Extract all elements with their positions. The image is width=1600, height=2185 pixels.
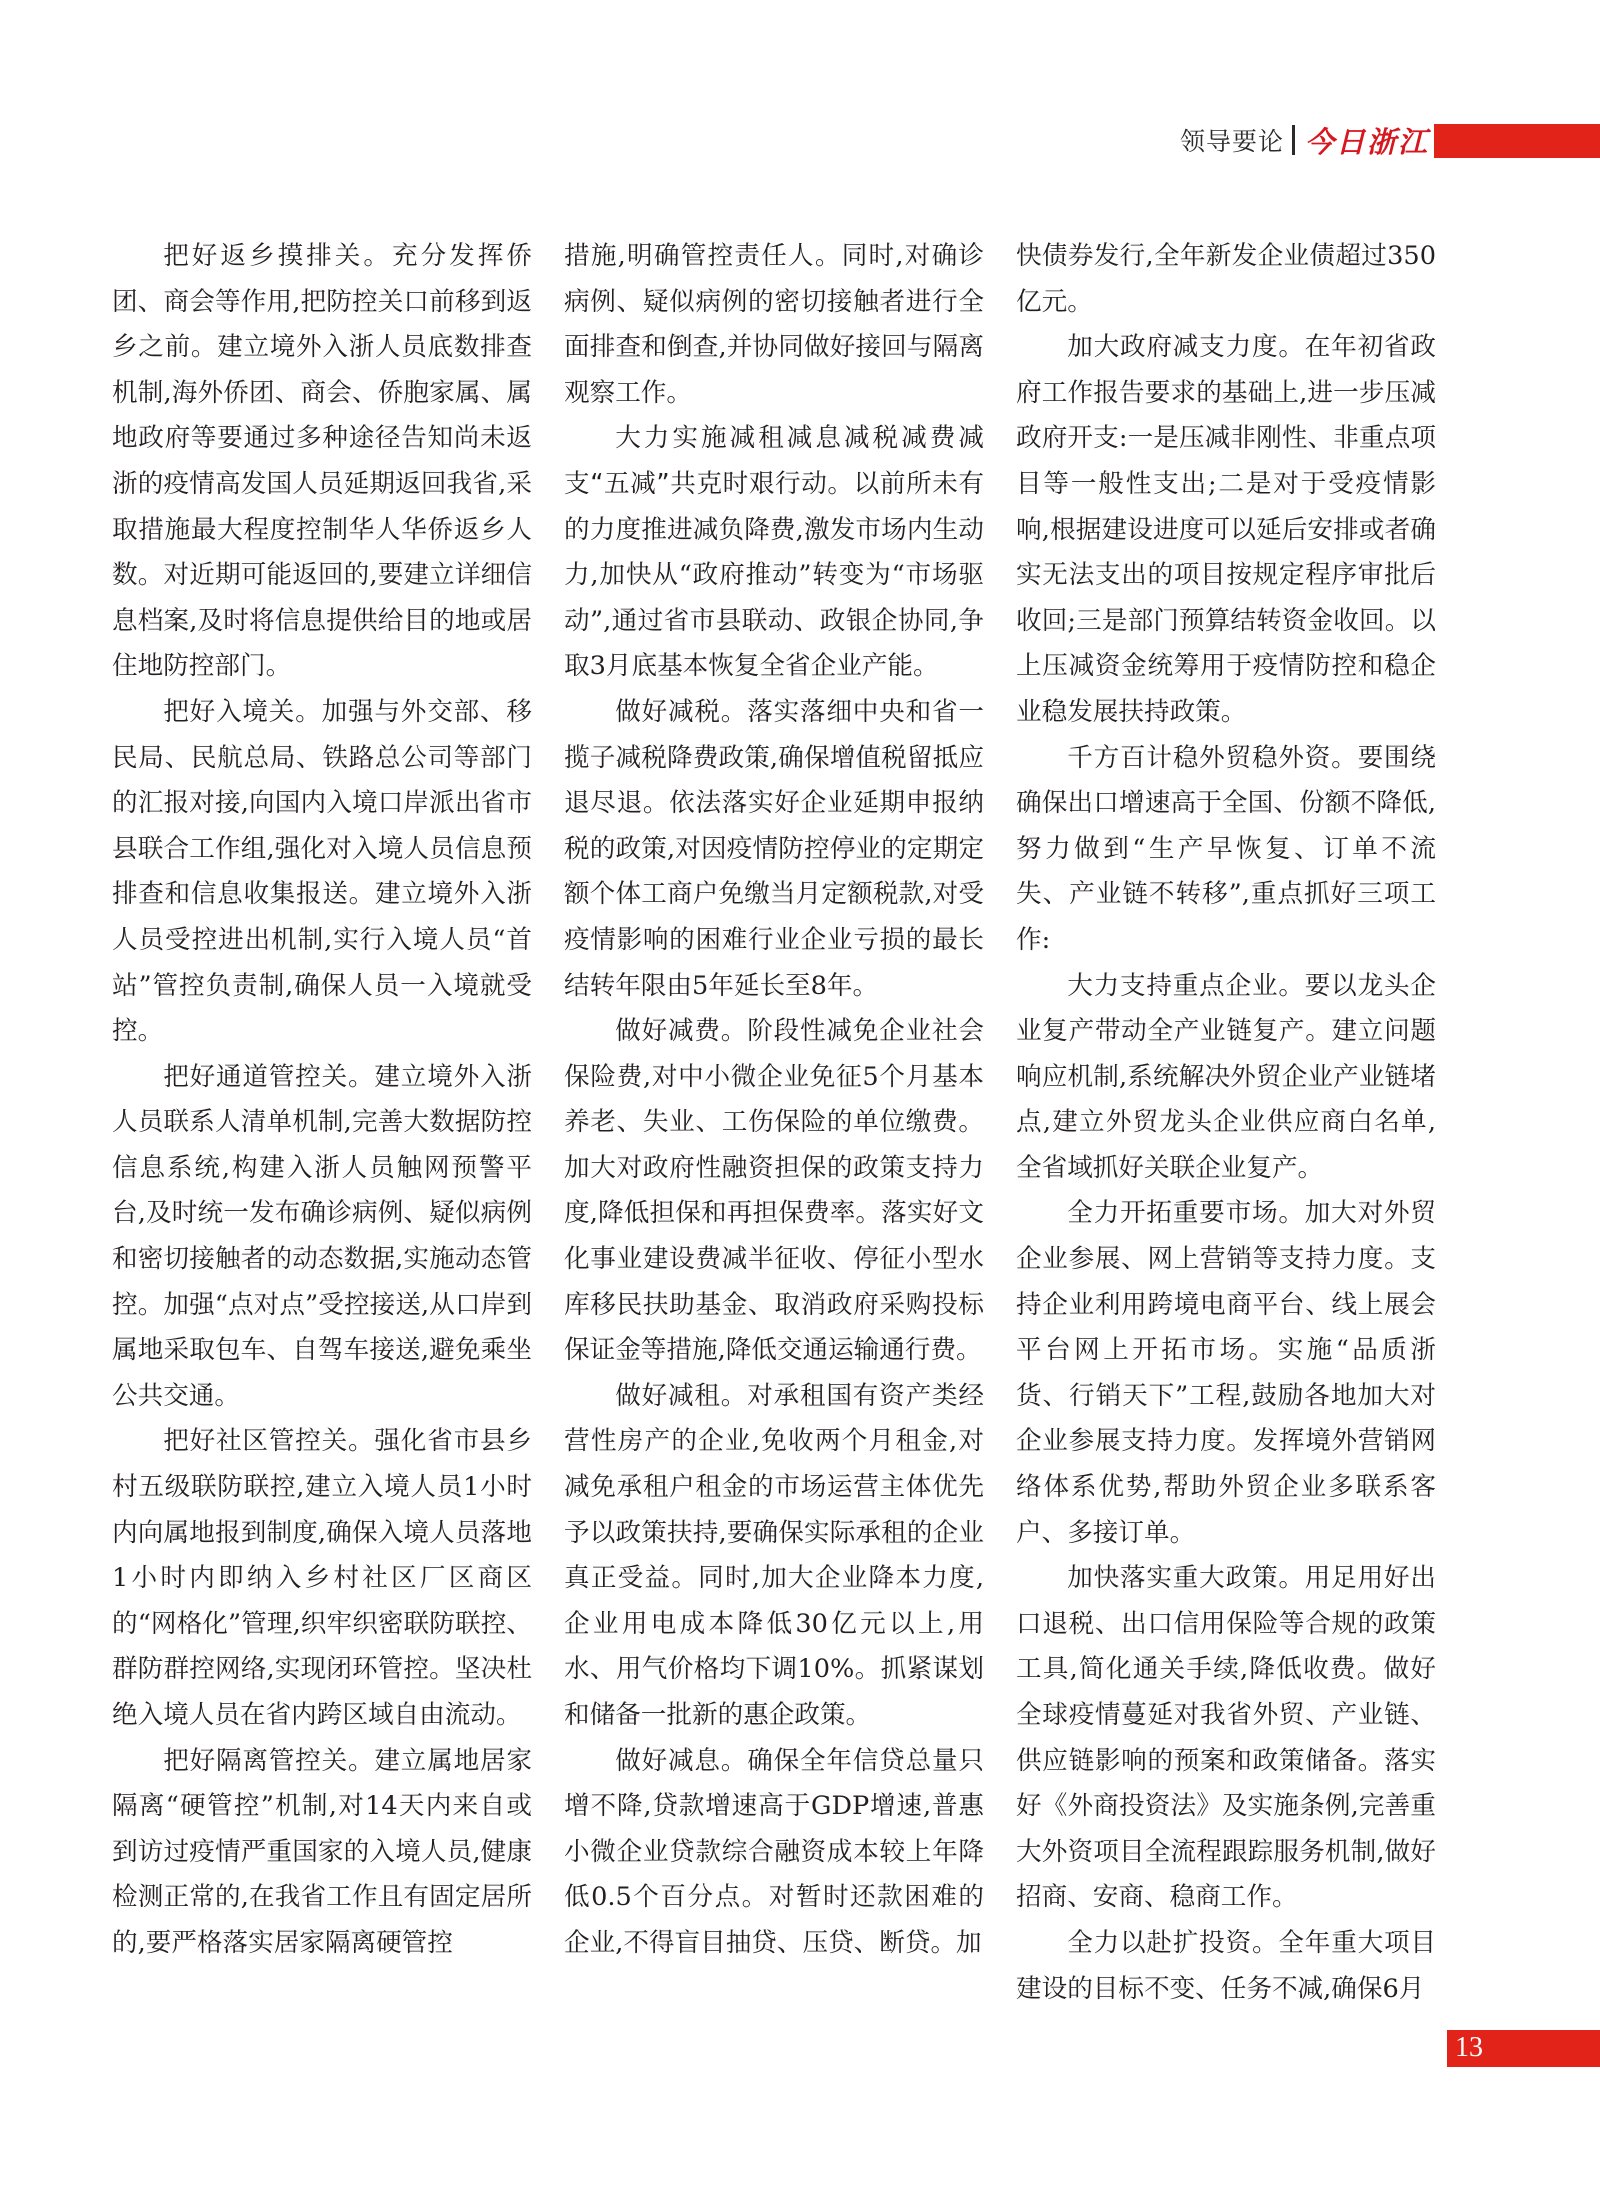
paragraph [112, 1055, 532, 1420]
paragraph-body: 在年初省政府工作报告要求的基础上,进一步压减政府开支:一是压减非刚性、非重点项目等一般性支出;二是对于受疫情影响,根据建设进度可以延后安排或者确实无法支出的项目按规定程序审批后收回;三是部门预算结转资金收回。以上压减资金统筹用于疫情防控和稳企业稳发展扶持政策。 [1016, 332, 1436, 727]
header-divider [1292, 125, 1295, 155]
paragraph-lead: 做好减息。 [615, 1745, 748, 1776]
paragraph-body: 加强与外交部、移民局、民航总局、铁路总公司等部门的汇报对接,向国内入境口岸派出省市县联合工作组,强化对入境人员信息预排查和信息收集报送。建立境外入浙人员受控进出机制,实行入境人员“首站”管控负责制,确保人员一入境就受控。 [112, 696, 532, 1047]
continued-paragraph: 快债券发行,全年新发企业债超过350亿元。 [1016, 241, 1436, 317]
paragraph-lead: 把好返乡摸排关。 [163, 241, 392, 271]
paragraph-lead: 把好入境关。 [163, 696, 322, 727]
paragraph-body: 全年重大项目建设的目标不变、任务不减,确保6月 [1016, 1927, 1436, 2004]
paragraph [1016, 964, 1436, 1192]
magazine-logo: 今日浙江 [1305, 124, 1430, 159]
paragraph-lead: 加大政府减支力度。 [1067, 332, 1305, 363]
paragraph-body: 对承租国有资产类经营性房产的企业,免收两个月租金,对减免承租户租金的市场运营主体优先予以政策扶持,要确保实际承租的企业真正受益。同时,加大企业降本力度,企业用电成本降低30亿元以上,用水、用气价格均下调10%。抓紧谋划和储备一批新的惠企政策。 [564, 1380, 984, 1730]
paragraph-body: 落实落细中央和省一揽子减税降费政策,确保增值税留抵应退尽退。依法落实好企业延期申报纳税的政策,对因疫情防控停业的定期定额个体工商户免缴当月定额税款,对受疫情影响的困难行业企业亏损的最长结转年限由5年延长至8年。 [564, 696, 984, 1001]
column-3 [1016, 234, 1436, 2012]
column-2 [564, 234, 984, 1967]
paragraph-body: 充分发挥侨团、商会等作用,把防控关口前移到返乡之前。建立境外入浙人员底数排查机制,海外侨团、商会、侨胞家属、属地政府等要通过多种途径告知尚未返浙的疫情高发国人员延期返回我省,采取措施最大程度控制华人华侨返乡人数。对近期可能返回的,要建立详细信息档案,及时将信息提供给目的地或居住地防控部门。 [112, 241, 532, 682]
paragraph [564, 1739, 984, 1967]
paragraph [1016, 736, 1436, 964]
paragraph-lead: 做好减税。 [615, 696, 748, 727]
header-red-bar [1434, 124, 1600, 158]
paragraph [1016, 1556, 1436, 1921]
paragraph-lead: 全力以赴扩投资。 [1067, 1927, 1279, 1958]
paragraph [1016, 1191, 1436, 1556]
paragraph [112, 690, 532, 1055]
paragraph-body: 确保全年信贷总量只增不降,贷款增速高于GDP增速,普惠小微企业贷款综合融资成本较上年降低0.5个百分点。对暂时还款困难的企业,不得盲目抽贷、压贷、断贷。加 [564, 1745, 984, 1958]
paragraph-lead: 把好社区管控关。 [163, 1426, 375, 1457]
section-label: 领导要论 [1180, 127, 1285, 156]
paragraph-lead: 大力支持重点企业。 [1067, 970, 1305, 1001]
page-number-box [1447, 2030, 1600, 2067]
continued-paragraph: 措施,明确管控责任人。同时,对确诊病例、疑似病例的密切接触者进行全面排查和倒查,并协同做好接回与隔离观察工作。 [564, 241, 984, 408]
column-1 [112, 234, 532, 1967]
paragraph [1016, 325, 1436, 735]
paragraph-body: 加大对外贸企业参展、网上营销等支持力度。支持企业利用跨境电商平台、线上展会平台网上开拓市场。实施“品质浙货、行销天下”工程,鼓励各地加大对企业参展支持力度。发挥境外营销网络体系优势,帮助外贸企业多联系客户、多接订单。 [1016, 1198, 1436, 1548]
paragraph [112, 234, 532, 690]
paragraph [564, 1009, 984, 1374]
paragraph-body: 强化省市县乡村五级联防联控,建立入境人员1小时内向属地报到制度,确保入境人员落地1小时内即纳入乡村社区厂区商区的“网格化”管理,织牢织密联防联控、群防群控网络,实现闭环管控。坚决杜绝入境人员在省内跨区域自由流动。 [112, 1426, 532, 1730]
paragraph-lead: 大力实施减租减息减税减费减支“五减”共克时艰行动。 [564, 423, 984, 499]
paragraph [564, 416, 984, 690]
paragraph-body: 要围绕确保出口增速高于全国、份额不降低,努力做到“生产早恢复、订单不流失、产业链不转移”,重点抓好三项工作: [1016, 742, 1436, 955]
paragraph-lead: 把好通道管控关。 [163, 1061, 375, 1092]
paragraph-body: 阶段性减免企业社会保险费,对中小微企业免征5个月基本养老、失业、工伤保险的单位缴费。加大对政府性融资担保的政策支持力度,降低担保和再担保费率。落实好文化事业建设费减半征收、停征小型水库移民扶助基金、取消政府采购投标保证金等措施,降低交通运输通行费。 [564, 1016, 984, 1366]
paragraph-body: 以前所未有的力度推进减负降费,激发市场内生动力,加快从“政府推动”转变为“市场驱动”,通过省市县联动、政银企协同,争取3月底基本恢复全省企业产能。 [564, 468, 984, 682]
paragraph-body: 建立境外入浙人员联系人清单机制,完善大数据防控信息系统,构建入浙人员触网预警平台,及时统一发布确诊病例、疑似病例和密切接触者的动态数据,实施动态管控。加强“点对点”受控接送,从口岸到属地采取包车、自驾车接送,避免乘坐公共交通。 [112, 1061, 532, 1411]
page-number: 13 [1455, 2032, 1483, 2063]
paragraph [112, 1739, 532, 1967]
paragraph-lead: 做好减费。 [615, 1016, 748, 1047]
paragraph-lead: 把好隔离管控关。 [163, 1745, 375, 1776]
paragraph-lead: 做好减租。 [615, 1380, 748, 1411]
paragraph [564, 1374, 984, 1739]
paragraph-lead: 千方百计稳外贸稳外资。 [1067, 742, 1358, 773]
paragraph-lead: 全力开拓重要市场。 [1067, 1198, 1305, 1229]
paragraph [564, 690, 984, 1009]
paragraph-body: 建立属地居家隔离“硬管控”机制,对14天内来自或到访过疫情严重国家的入境人员,健康检测正常的,在我省工作且有固定居所的,要严格落实居家隔离硬管控 [112, 1745, 532, 1958]
paragraph-lead: 加快落实重大政策。 [1067, 1563, 1305, 1594]
paragraph-body: 要以龙头企业复产带动全产业链复产。建立问题响应机制,系统解决外贸企业产业链堵点,建立外贸龙头企业供应商白名单,全省域抓好关联企业复产。 [1016, 970, 1436, 1183]
paragraph-body: 用足用好出口退税、出口信用保险等合规的政策工具,简化通关手续,降低收费。做好全球疫情蔓延对我省外贸、产业链、供应链影响的预案和政策储备。落实好《外商投资法》及实施条例,完善重大外资项目全流程跟踪服务机制,做好招商、安商、稳商工作。 [1016, 1563, 1436, 1913]
paragraph [112, 1419, 532, 1738]
paragraph [1016, 1921, 1436, 2012]
